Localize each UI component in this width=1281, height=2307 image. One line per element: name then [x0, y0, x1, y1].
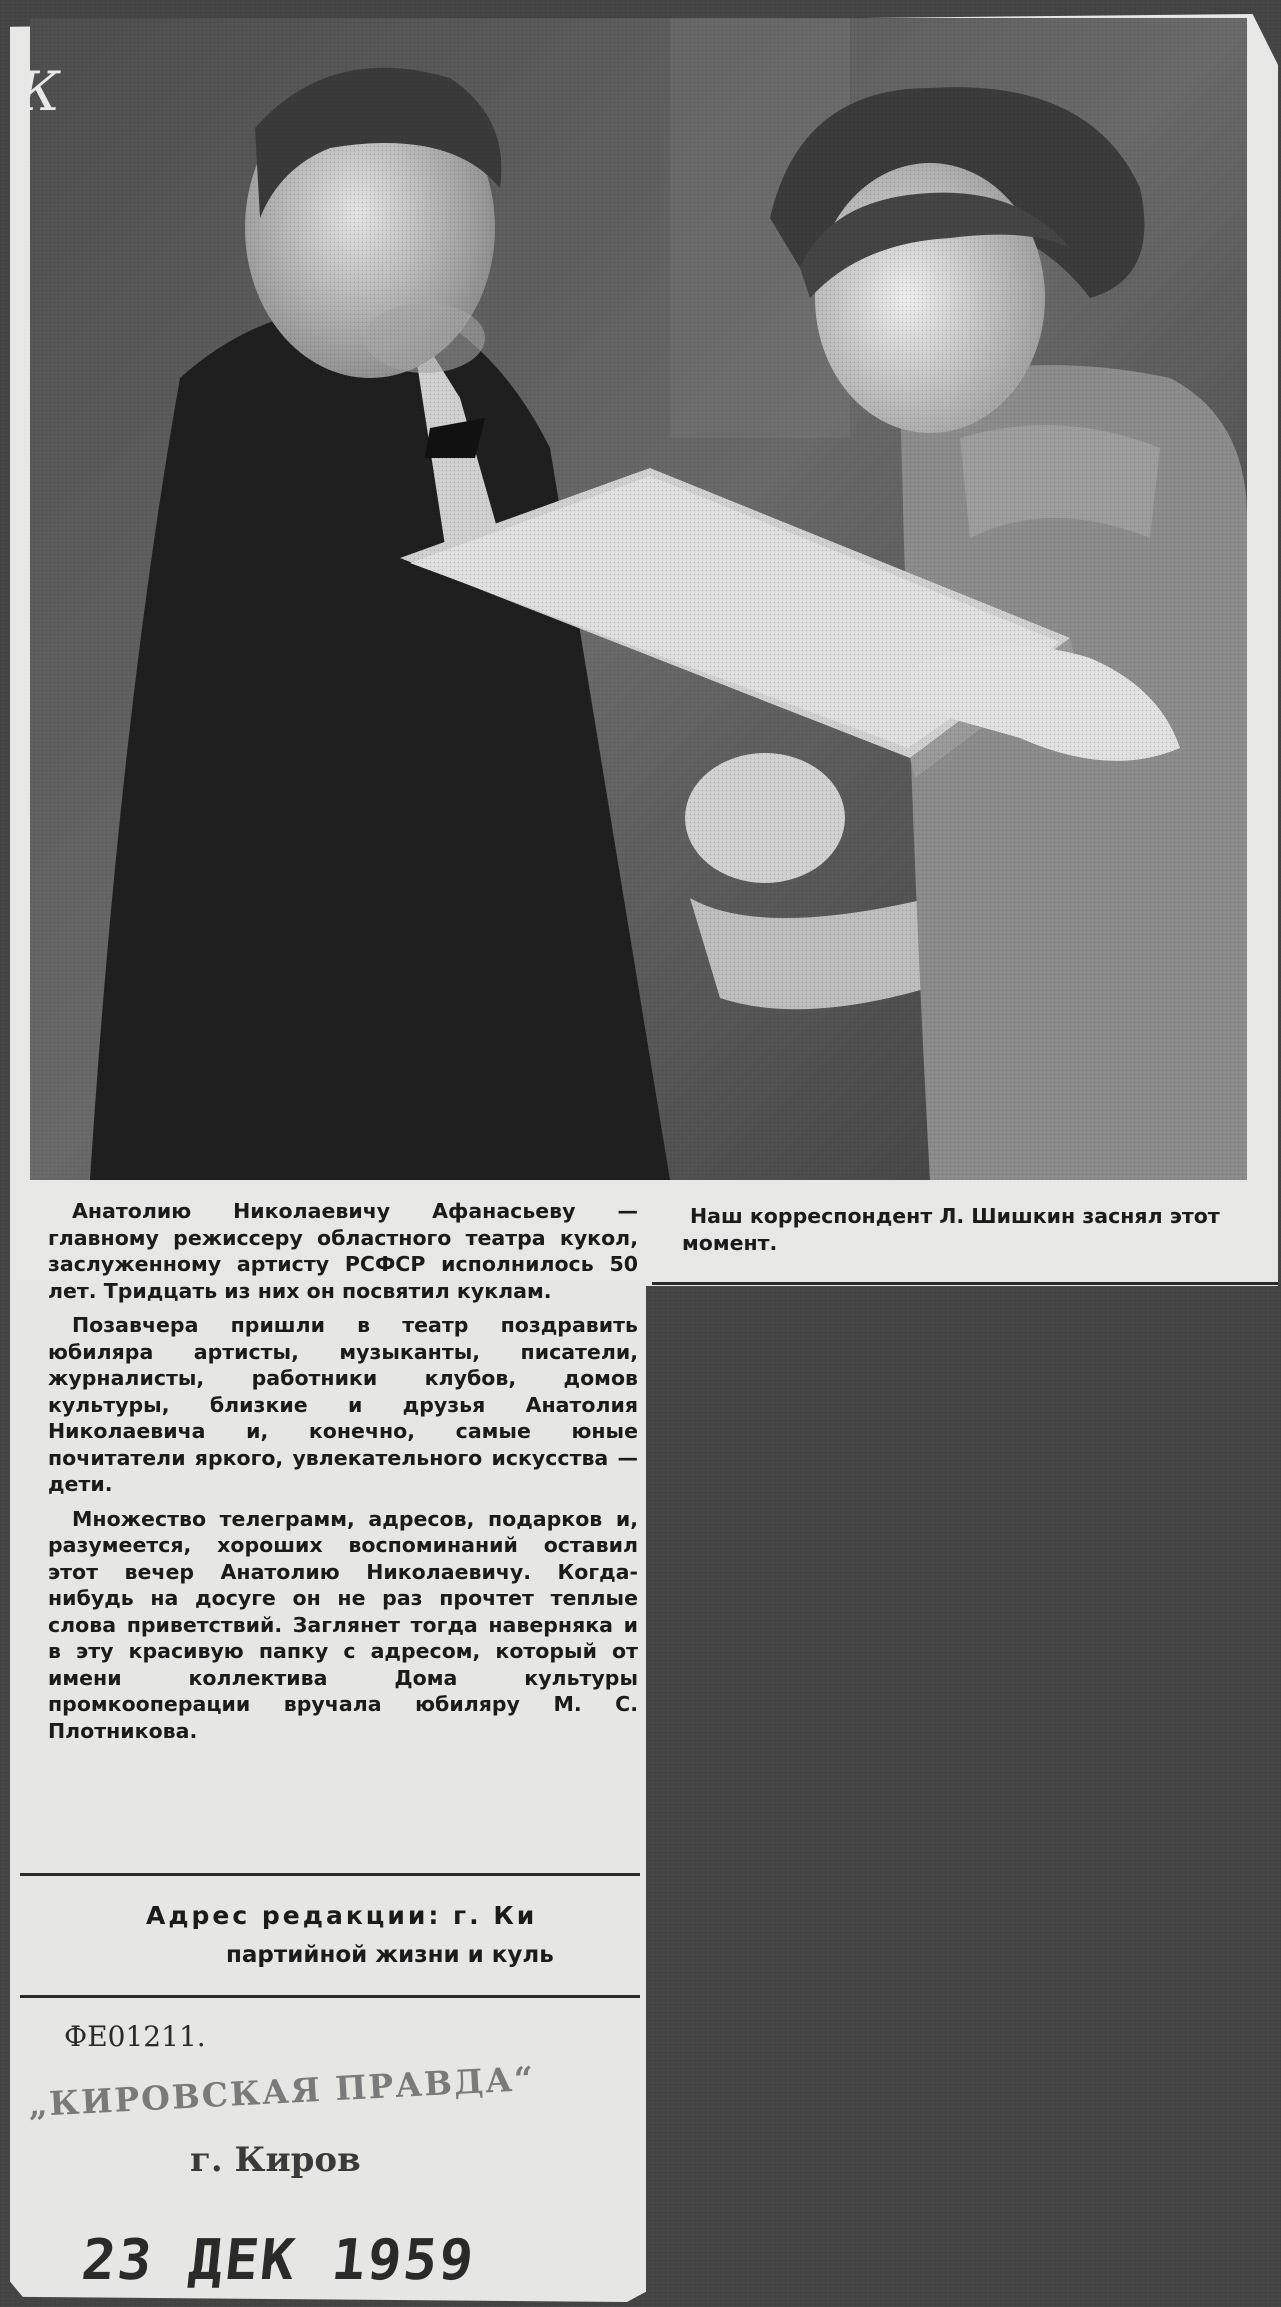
article-paragraph: Анатолию Николаевичу Афанасьеву — главному режиссеру областного театра кукол, заслуженному артисту РСФСР исполнилось 50 лет. Тридцать из них он посвятил куклам.	[48, 1199, 638, 1303]
divider-top	[20, 1873, 640, 1876]
news-photo	[30, 18, 1247, 1180]
stamp-newspaper: „КИРОВСКАЯ ПРАВДА“	[27, 2058, 537, 2125]
stamp-date: 23 ДЕК 1959	[78, 2228, 479, 2293]
photo-caption: Наш корреспондент Л. Шишкин заснял этот момент.	[682, 1204, 1220, 1255]
article-text	[48, 1198, 638, 1752]
caption-divider	[652, 1282, 1278, 1285]
handwritten-mark: К	[18, 60, 60, 123]
divider-bottom	[20, 1995, 640, 1998]
editorial-departments: партийной жизни и куль	[226, 1942, 554, 1968]
photo-illustration	[30, 18, 1247, 1180]
stamp-city: г. Киров	[190, 2140, 361, 2180]
article-paragraph: Множество телеграмм, адресов, подарков и, разумеется, хороших воспоминаний оставил этот вечер Анатолию Николаевичу. Когда-нибудь на досуге он не раз прочтет теплые слова приветствий. Заглянет тогда наверняка и в эту красивую папку с адресом, который от имени коллектива Дома культуры промкооперации вручала юбиляру М. С. Плотникова.	[48, 1506, 638, 1743]
article-paragraph: Позавчера пришли в театр поздравить юбиляра артисты, музыканты, писатели, журналисты, работники клубов, домов культуры, близкие и друзья Анатолия Николаевича и, конечно, самые юные почитатели яркого, увлекательного искусства — дети.	[48, 1313, 638, 1496]
editorial-address: Адрес редакции: г. Ки	[146, 1901, 538, 1930]
stamp-code: ФЕ01211.	[64, 2020, 206, 2053]
